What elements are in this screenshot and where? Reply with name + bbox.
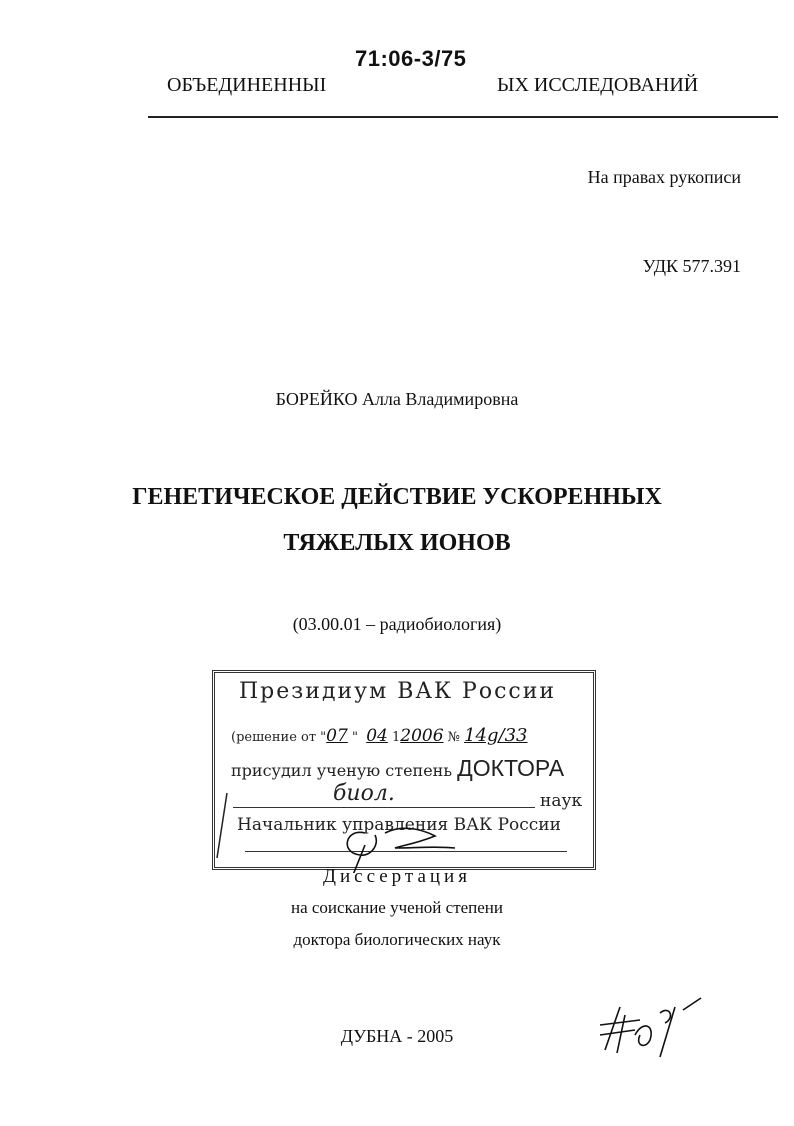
manuscript-rights: На правах рукописи [587,167,741,187]
stamp-heading: Президиум ВАК России [239,679,557,704]
udk-code: УДК 577.391 [642,256,741,276]
decision-day: 07 [326,726,348,746]
organization-right: ЫХ ИССЛЕДОВАНИЙ [497,74,699,96]
title-line-2: ТЯЖЕЛЫХ ИОНОВ [283,530,511,556]
vak-stamp [212,670,596,870]
number-prefix: № [447,730,460,745]
archive-code: 71:06-3/75 [355,46,467,71]
quote: " [351,730,358,745]
field-suffix: наук [540,791,583,811]
organization-left: ОБЪЕДИНЕННЫI [167,74,327,96]
header-rule [148,116,778,118]
handwritten-mark-icon [595,995,715,1060]
awarded-text: присудил ученую степень [231,761,453,780]
decision-prefix: (решение от " [231,730,327,745]
decision-number: 14g/33 [464,725,528,746]
specialty: (03.00.01 – радиобиология) [292,614,502,634]
title-line-1: ГЕНЕТИЧЕСКОЕ ДЕЙСТВИЕ УСКОРЕННЫХ [132,484,662,510]
decision-year: 2006 [400,726,444,746]
author-name: БОРЕЙКО Алла Владимировна [275,389,519,409]
degree-line-2: доктора биологических наук [293,930,501,949]
degree-level: ДОКТОРА [457,755,565,781]
decision-month: 04 [366,726,388,746]
degree-line-1: на соискание ученой степени [290,898,504,917]
field-handwritten: биол. [333,781,395,806]
dissertation-label: Диссертация [323,866,471,887]
stamp-chief: Начальник управления ВАК России [237,815,561,835]
year-prefix: 1 [391,730,401,745]
city-year: ДУБНА - 2005 [340,1026,454,1046]
signature-icon [215,673,593,873]
